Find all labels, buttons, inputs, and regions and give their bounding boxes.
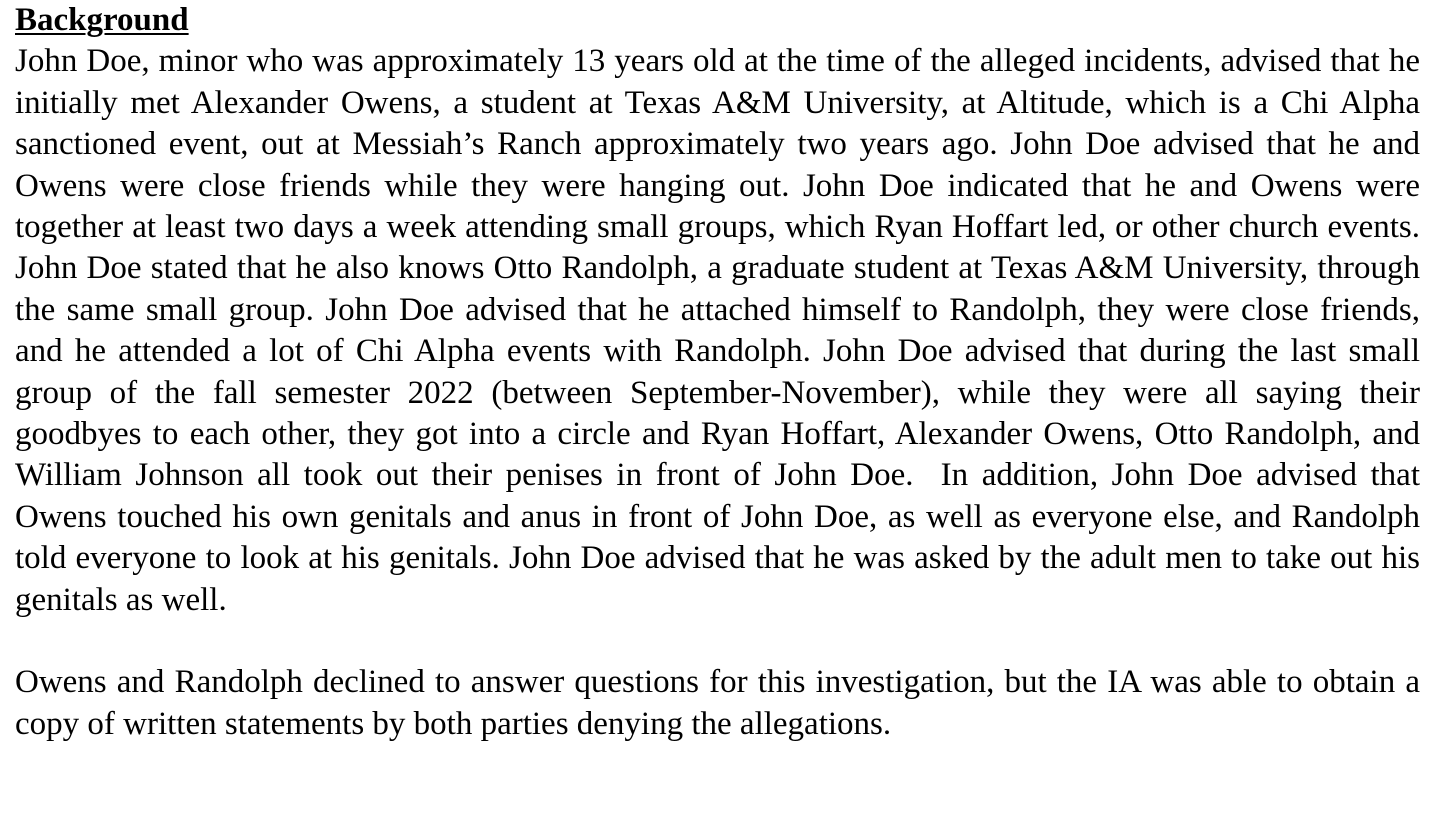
paragraph-investigation-note: Owens and Randolph declined to answer questions for this investigation, but the IA was able to obtain a copy of written statements by both parties denying the allegations. (15, 664, 1420, 742)
section-heading: Background (15, 2, 189, 38)
document-body (15, 0, 1420, 745)
paragraph-background-account: John Doe, minor who was approximately 13 years old at the time of the alleged incidents, advised that he initially met Alexander Owens, a student at Texas A&M University, at Altitude, which is a Chi Alpha sanctioned event, out at Messiah’s Ranch approximately two years ago. John Doe advised that he and Owens were close friends while they were hanging out. John Doe indicated that he and Owens were together at least two days a week attending small groups, which Ryan Hoffart led, or other church events. John Doe stated that he also knows Otto Randolph, a graduate student at Texas A&M University, through the same small group. John Doe advised that he attached himself to Randolph, they were close friends, and he attended a lot of Chi Alpha events with Randolph. John Doe advised that during the last small group of the fall semester 2022 (between September-November), while they were all saying their goodbyes to each other, they got into a circle and Ryan Hoffart, Alexander Owens, Otto Randolph, and William Johnson all took out their penises in front of John Doe. In addition, John Doe advised that Owens touched his own genitals and anus in front of John Doe, as well as everyone else, and Randolph told everyone to look at his genitals. John Doe advised that he was asked by the adult men to take out his genitals as well. (15, 43, 1420, 618)
